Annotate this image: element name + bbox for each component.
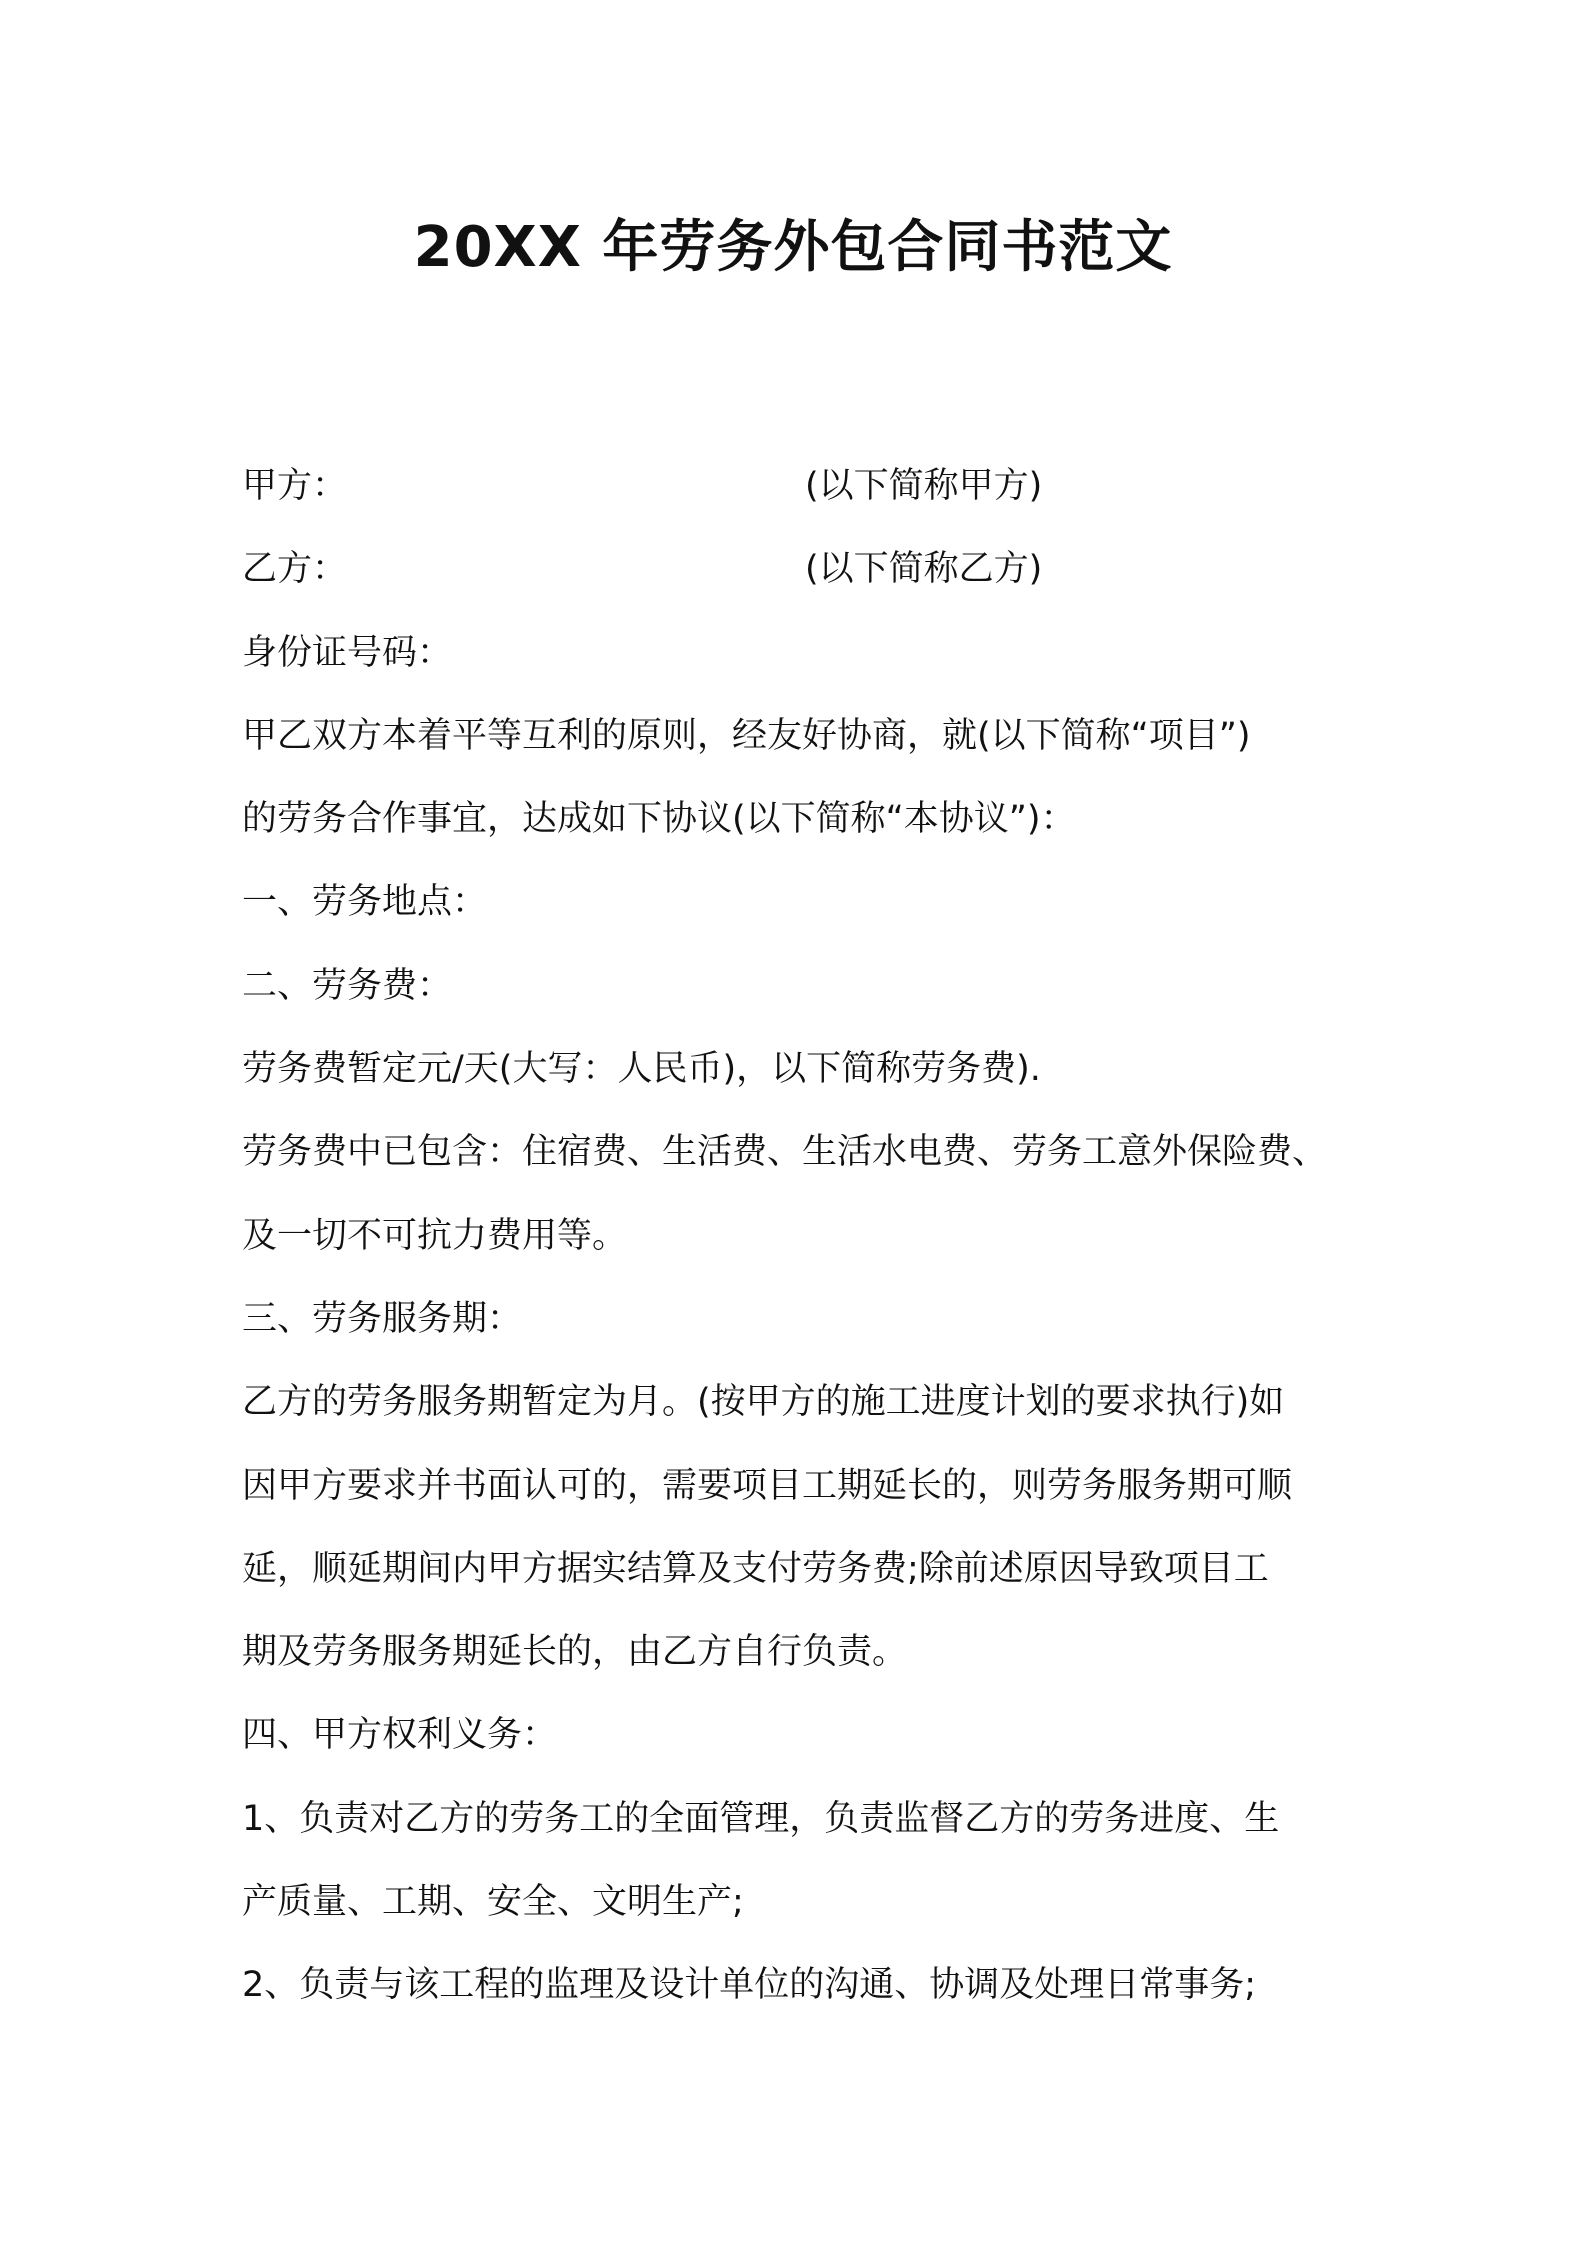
party-a-label: 甲方： [242,466,348,506]
text-line: 及一切不可抗力费用等。 [242,1215,628,1256]
party-b-label: 乙方： [242,549,348,590]
text-line: 乙方的劳务服务期暂定为月。(按甲方的施工进度计划的要求执行)如 [242,1382,1285,1423]
text-line: 劳务费中已包含：住宿费、生活费、生活水电费、劳务工意外保险费、 [242,1132,1328,1173]
text-line: 期及劳务服务期延长的，由乙方自行负责。 [242,1632,908,1673]
text-line: 1、负责对乙方的劳务工的全面管理，负责监督乙方的劳务进度、生 [242,1798,1280,1839]
party-b-note: (以下简称乙方) [805,549,1043,590]
party-b-line [242,528,1362,611]
section-heading: 四、甲方权利义务： [242,1715,558,1756]
text-line: 劳务费暂定元/天(大写：人民币)，以下简称劳务费). [242,1049,1041,1090]
section-heading: 三、劳务服务期： [242,1298,523,1339]
text-line: 延，顺延期间内甲方据实结算及支付劳务费;除前述原因导致项目工 [242,1548,1269,1589]
text-line: 的劳务合作事宜，达成如下协议(以下简称“本协议”)： [242,799,1076,840]
text-line: 2、负责与该工程的监理及设计单位的沟通、协调及处理日常事务; [242,1965,1257,2006]
document-body [242,445,1362,2028]
party-a-note: (以下简称甲方) [805,466,1043,506]
text-line: 因甲方要求并书面认可的，需要项目工期延长的，则劳务服务期可顺 [242,1465,1293,1506]
document-title: 20XX 年劳务外包合同书范文 [413,215,1173,280]
section-heading: 一、劳务地点： [242,882,488,923]
section-heading: 二、劳务费： [242,965,453,1006]
party-a-line [242,445,1362,528]
text-line: 产质量、工期、安全、文明生产; [242,1882,744,1923]
id-number-label: 身份证号码： [242,632,453,673]
text-line: 甲乙双方本着平等互利的原则，经友好协商，就(以下简称“项目”) [242,715,1251,756]
